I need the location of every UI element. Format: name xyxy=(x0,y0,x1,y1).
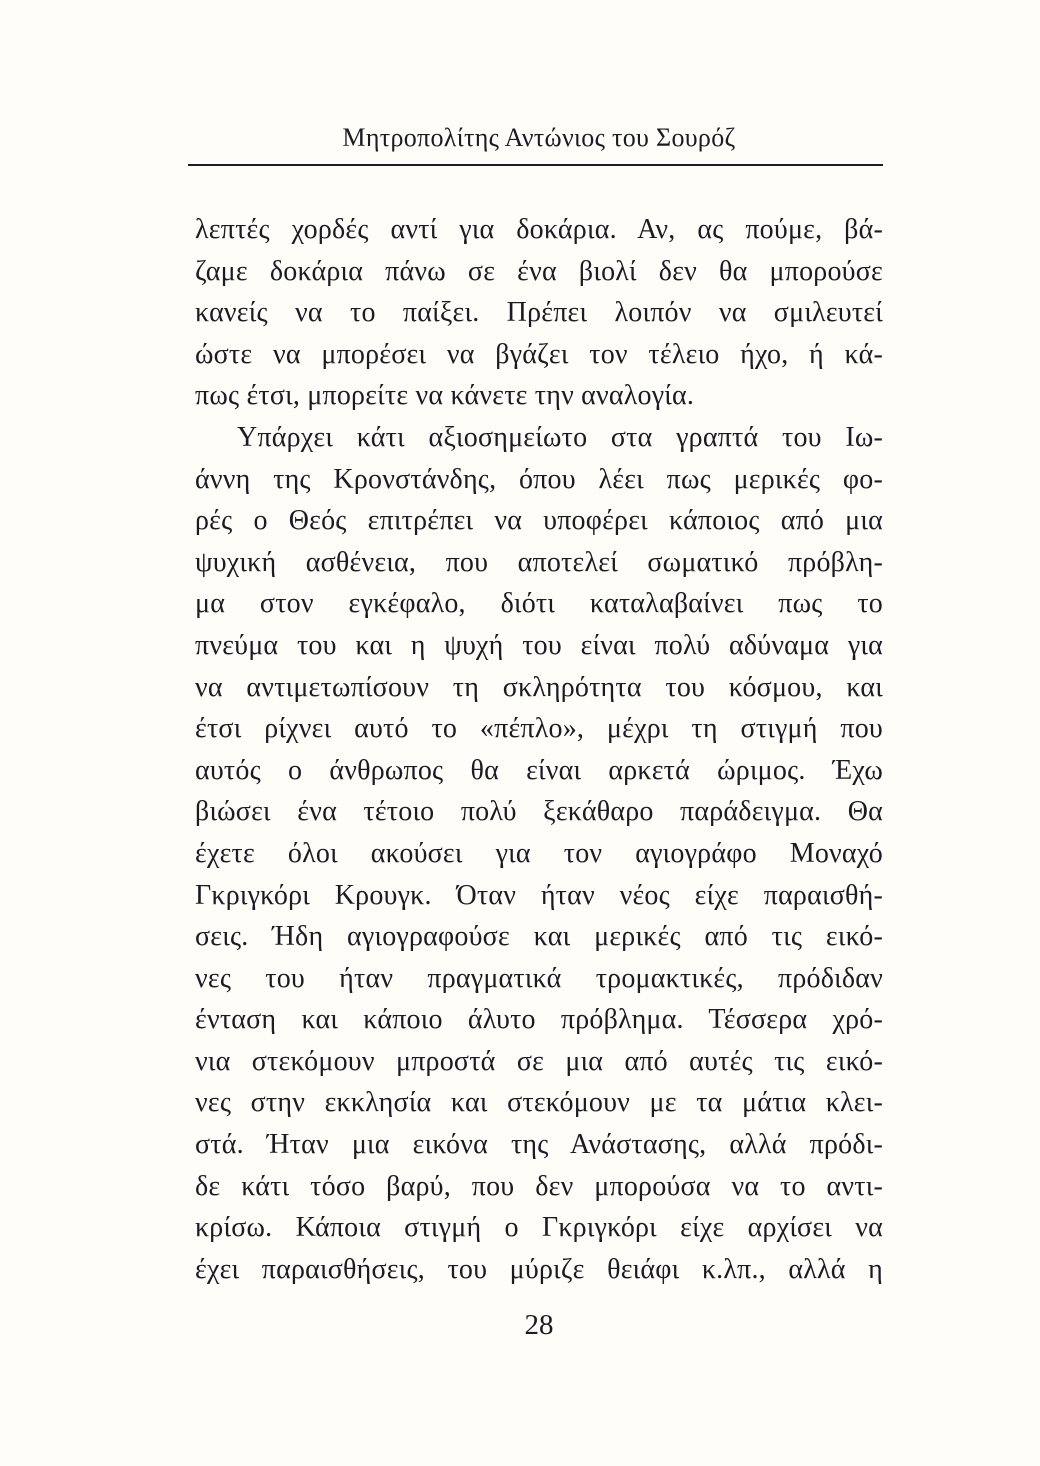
text-line: νες στην εκκλησία και στεκόμουν με τα μάτια κλει- xyxy=(195,1087,883,1119)
text-line: ώστε να μπορέσει να βγάζει τον τέλειο ήχο, ή κά- xyxy=(195,338,883,370)
text-line: ένταση και κάποιο άλυτο πρόβλημα. Τέσσερα χρό- xyxy=(195,1004,883,1036)
text-line: σεις. Ήδη αγιογραφούσε και μερικές από τις εικό- xyxy=(195,921,883,953)
text-line: έτσι ρίχνει αυτό το «πέπλο», μέχρι τη στιγμή που xyxy=(195,713,883,745)
running-header: Μητροπολίτης Αντώνιος του Σουρόζ xyxy=(342,123,736,152)
text-line: νες του ήταν πραγματικά τρομακτικές, πρόδιδαν xyxy=(195,962,883,994)
header-rule xyxy=(188,164,883,166)
text-line: ζαμε δοκάρια πάνω σε ένα βιολί δεν θα μπορούσε xyxy=(195,255,883,287)
text-line: κρίσω. Κάποια στιγμή ο Γκριγκόρι είχε αρχίσει να xyxy=(195,1212,883,1244)
text-line: Γκριγκόρι Κρουγκ. Όταν ήταν νέος είχε παραισθή- xyxy=(195,879,883,911)
text-line: έχετε όλοι ακούσει για τον αγιογράφο Μοναχό xyxy=(195,837,883,869)
text-line: Υπάρχει κάτι αξιοσημείωτο στα γραπτά του Ιω- xyxy=(237,421,883,453)
paragraph xyxy=(195,417,883,1290)
text-line: στά. Ήταν μια εικόνα της Ανάστασης, αλλά πρόδι- xyxy=(195,1129,883,1161)
text-line: δε κάτι τόσο βαρύ, που δεν μπορούσα να το αντι- xyxy=(195,1170,883,1202)
text-line: κανείς να το παίξει. Πρέπει λοιπόν να σμιλευτεί xyxy=(195,297,883,329)
text-line: ρές ο Θεός επιτρέπει να υποφέρει κάποιος από μια xyxy=(195,505,883,537)
text-line: άννη της Κρονστάνδης, όπου λέει πως μερικές φο- xyxy=(195,463,883,495)
text-line: έχει παραισθήσεις, του μύριζε θειάφι κ.λπ., αλλά η xyxy=(195,1253,883,1285)
text-line: μα στον εγκέφαλο, διότι καταλαβαίνει πως το xyxy=(195,588,883,620)
text-line: πως έτσι, μπορείτε να κάνετε την αναλογία. xyxy=(195,380,695,412)
page-body xyxy=(195,209,883,1290)
paragraph xyxy=(195,209,883,417)
text-line: βιώσει ένα τέτοιο πολύ ξεκάθαρο παράδειγμα. Θα xyxy=(195,796,883,828)
text-line: ψυχική ασθένεια, που αποτελεί σωματικό πρόβλη- xyxy=(195,546,883,578)
page-number: 28 xyxy=(524,1309,554,1341)
text-line: πνεύμα του και η ψυχή του είναι πολύ αδύναμα για xyxy=(195,629,883,661)
text-line: λεπτές χορδές αντί για δοκάρια. Αν, ας πούμε, βά- xyxy=(195,214,883,245)
text-line: νια στεκόμουν μπροστά σε μια από αυτές τις εικό- xyxy=(195,1045,883,1077)
text-line: αυτός ο άνθρωπος θα είναι αρκετά ώριμος. Έχω xyxy=(195,754,883,786)
text-line: να αντιμετωπίσουν τη σκληρότητα του κόσμου, και xyxy=(195,671,883,703)
